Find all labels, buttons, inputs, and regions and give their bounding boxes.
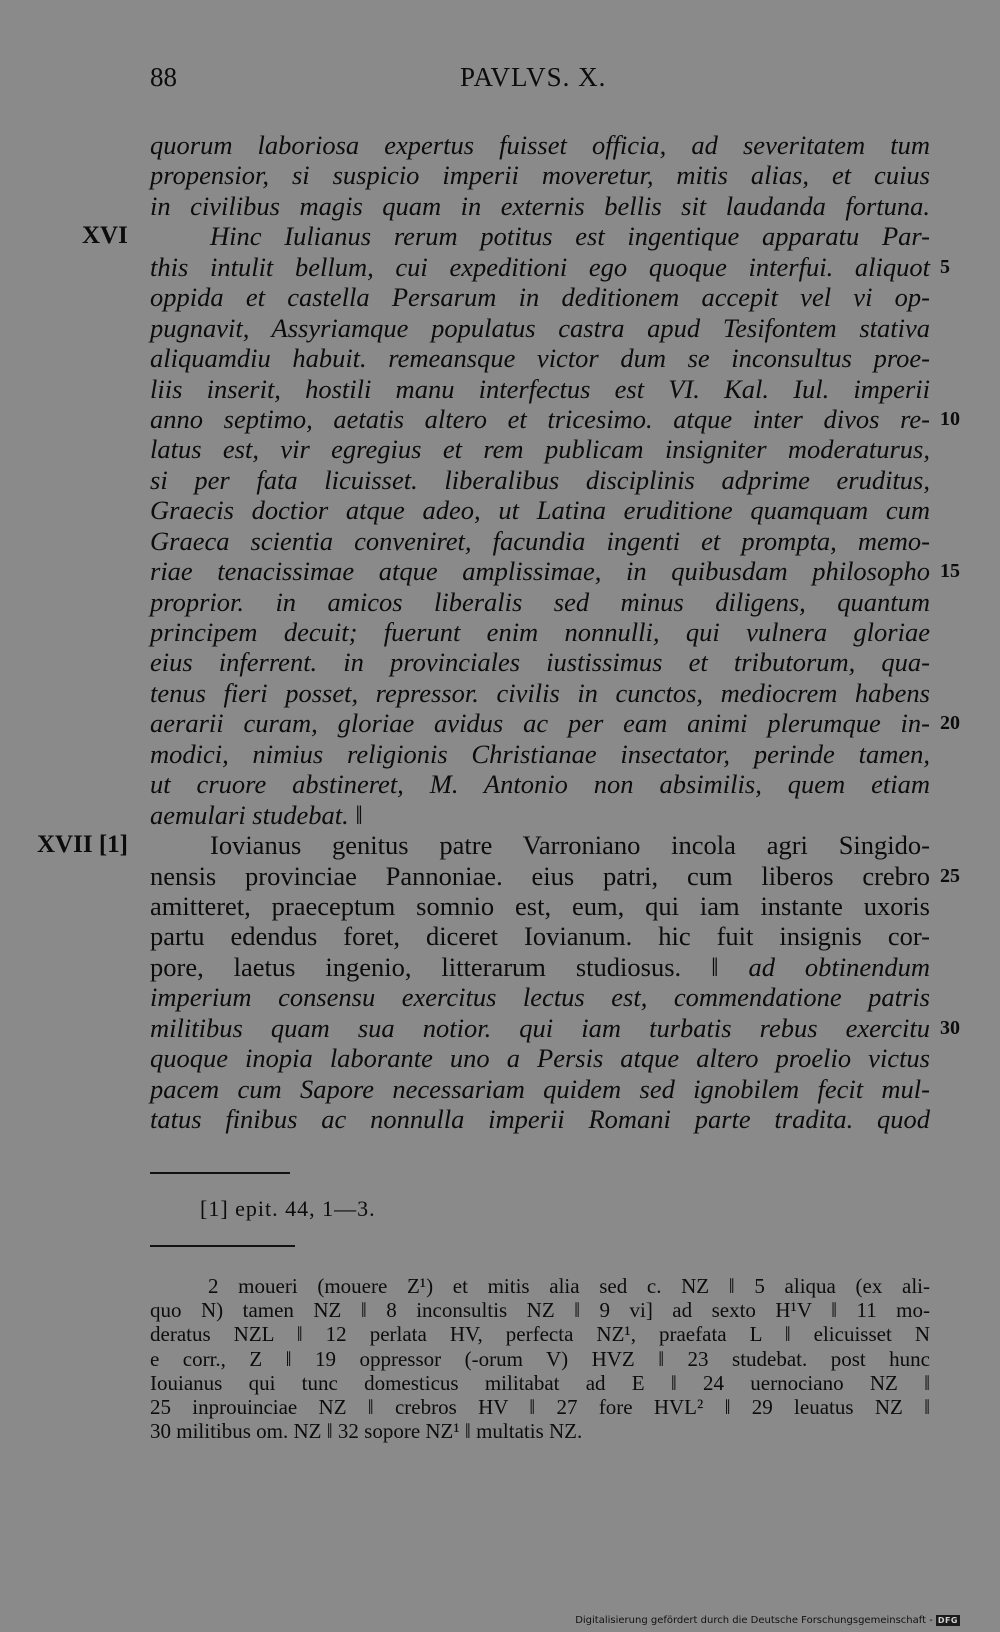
text-line-content: aliquamdiu habuit. remeansque victor dum se inconsultus proe- <box>150 343 930 374</box>
main-text <box>37 130 960 1134</box>
text-line <box>150 160 930 190</box>
text-line-content: anno septimo, aetatis altero et tricesimo. atque inter divos re- <box>150 403 930 434</box>
text-line-content: eius inferrent. in provinciales iustissimus et tributorum, qua- <box>150 647 930 678</box>
text-line-content: principem decuit; fuerunt enim nonnulli, qui vulnera gloriae <box>150 617 930 647</box>
text-line-content: amitteret, praeceptum somnio est, eum, qui iam instante uxoris <box>150 890 930 921</box>
text-line <box>150 313 930 343</box>
text-line <box>150 556 960 587</box>
chapter-marker: XVII [1] <box>37 831 128 859</box>
text-line-content: modici, nimius religionis Christianae insectator, perinde tamen, <box>150 738 930 769</box>
text-line-content: liis inserit, hostili manu interfectus est VI. Kal. Iul. imperii <box>150 373 930 404</box>
text-line <box>150 617 930 647</box>
credit-text: Digitalisierung gefördert durch die Deutsche Forschungsgemeinschaft - <box>575 1615 933 1626</box>
apparatus-line: 30 militibus om. NZ ‖ 32 sopore NZ¹ ‖ multatis NZ. <box>150 1419 583 1444</box>
line-number: 5 <box>940 255 950 278</box>
text-line-content: this intulit bellum, cui expeditioni ego quoque interfui. aliquot <box>150 251 930 282</box>
text-line <box>82 221 930 252</box>
apparatus-line: quo N) tamen NZ ‖ 8 inconsultis NZ ‖ 9 vi] ad sexto H¹V ‖ 11 mo- <box>150 1298 930 1323</box>
text-line <box>150 343 930 373</box>
text-line-content: partu edendus foret, diceret Iovianum. hic fuit insignis cor- <box>150 921 930 952</box>
text-line <box>150 982 930 1012</box>
text-line <box>150 739 930 769</box>
text-line <box>150 952 930 982</box>
footnote-rule-bottom <box>150 1245 295 1247</box>
line-number: 20 <box>940 712 960 735</box>
critical-apparatus <box>150 1274 930 1443</box>
text-line-content: pacem cum Sapore necessariam quidem sed ignobilem fecit mul- <box>150 1073 930 1104</box>
text-line <box>150 800 930 830</box>
apparatus-line: 25 inprouinciae NZ ‖ crebros HV ‖ 27 fore HVL² ‖ 29 leuatus NZ ‖ <box>150 1394 930 1419</box>
text-line-content: tatus finibus ac nonnulla imperii Romani parte tradita. quod <box>150 1104 930 1134</box>
text-line <box>150 860 960 891</box>
text-line-content: in civilibus magis quam in externis bellis sit laudanda fortuna. <box>150 190 930 221</box>
line-number: 10 <box>940 407 960 430</box>
text-line-content: quoque inopia laborante uno a Persis atque altero proelio victus <box>150 1043 930 1074</box>
text-segment-italic: ad obtinendum <box>748 951 930 982</box>
text-line <box>150 130 930 160</box>
apparatus-line: 2 moueri (mouere Z¹) et mitis alia sed c. NZ ‖ 5 aliqua (ex ali- <box>208 1274 930 1298</box>
text-line <box>150 251 950 282</box>
page-number: 88 <box>150 62 177 92</box>
text-line-content: si per fata licuisset. liberalibus disciplinis adprime eruditus, <box>150 464 930 495</box>
dfg-logo: DFG <box>937 1616 958 1625</box>
text-line <box>150 1012 960 1043</box>
apparatus-line: deratus NZL ‖ 12 perlata HV, perfecta NZ¹, praefata L ‖ elicuisset N <box>150 1322 930 1347</box>
page-header <box>150 62 930 102</box>
apparatus-line: e corr., Z ‖ 19 oppressor (-orum V) HVZ ‖ 23 studebat. post hunc <box>150 1346 930 1371</box>
text-line-content: pugnavit, Assyriamque populatus castra apud Tesifontem stativa <box>150 312 930 343</box>
text-line <box>150 921 930 951</box>
text-line <box>150 374 930 404</box>
text-line <box>150 647 930 677</box>
running-title: PAVLVS. X. <box>460 62 607 92</box>
text-line-content: nensis provinciae Pannoniae. eius patri, cum liberos crebro <box>150 860 930 891</box>
text-line-content: Iovianus genitus patre Varroniano incola agri Singido- <box>210 830 930 861</box>
digitization-credit <box>575 1615 960 1626</box>
text-line <box>150 1104 930 1134</box>
text-line <box>150 891 930 921</box>
text-line <box>150 495 930 525</box>
text-line <box>150 708 960 739</box>
line-number: 15 <box>940 560 960 583</box>
text-line-content: militibus quam sua notior. qui iam turbatis rebus exercitu <box>150 1012 930 1043</box>
text-line-content: latus est, vir egregius et rem publicam insigniter moderaturus, <box>150 434 930 465</box>
text-line-content: imperium consensu exercitus lectus est, commendatione patris <box>150 982 930 1013</box>
text-line-content: ut cruore abstineret, M. Antonio non absimilis, quem etiam <box>150 769 930 800</box>
text-line <box>150 191 930 221</box>
text-line <box>150 678 930 708</box>
text-line <box>150 769 930 799</box>
text-line <box>150 526 930 556</box>
text-line-content: Graeca scientia conveniret, facundia ingenti et prompta, memo- <box>150 525 930 556</box>
text-line <box>37 830 930 861</box>
text-line-content: proprior. in amicos liberalis sed minus diligens, quantum <box>150 586 930 617</box>
text-line-content: oppida et castella Persarum in deditionem accepit vel vi op- <box>150 282 930 313</box>
line-number: 30 <box>940 1016 960 1039</box>
text-line-content: quorum laboriosa expertus fuisset officia, ad severitatem tum <box>150 130 930 160</box>
footnote-rule-top <box>150 1172 290 1174</box>
text-line <box>150 1074 930 1104</box>
text-line-content: Graecis doctior atque adeo, ut Latina eruditione quamquam cum <box>150 495 930 526</box>
text-line <box>150 465 930 495</box>
text-line <box>150 1043 930 1073</box>
text-line-content: riae tenacissimae atque amplissimae, in quibusdam philosopho <box>150 556 930 587</box>
text-line-content: tenus fieri posset, repressor. civilis in cunctos, mediocrem habens <box>150 677 930 708</box>
text-line <box>150 434 930 464</box>
text-line <box>150 403 960 434</box>
chapter-marker: XVI <box>82 222 128 250</box>
apparatus-line: Iouianus qui tunc domesticus militabat ad E ‖ 24 uernociano NZ ‖ <box>150 1370 930 1395</box>
text-line <box>150 587 930 617</box>
line-number: 25 <box>940 864 960 887</box>
text-line <box>150 282 930 312</box>
source-note: [1] epit. 44, 1—3. <box>200 1196 376 1221</box>
text-segment-roman: pore, laetus ingenio, litterarum studiosus. ‖ <box>150 951 749 982</box>
text-line-content: propensior, si suspicio imperii moveretur, mitis alias, et cuius <box>150 160 930 191</box>
text-line-content: aerarii curam, gloriae avidus ac per eam animi plerumque in- <box>150 708 930 739</box>
text-line-content: Hinc Iulianus rerum potitus est ingentique apparatu Par- <box>210 221 930 252</box>
text-line-content: aemulari studebat. ‖ <box>150 799 363 830</box>
